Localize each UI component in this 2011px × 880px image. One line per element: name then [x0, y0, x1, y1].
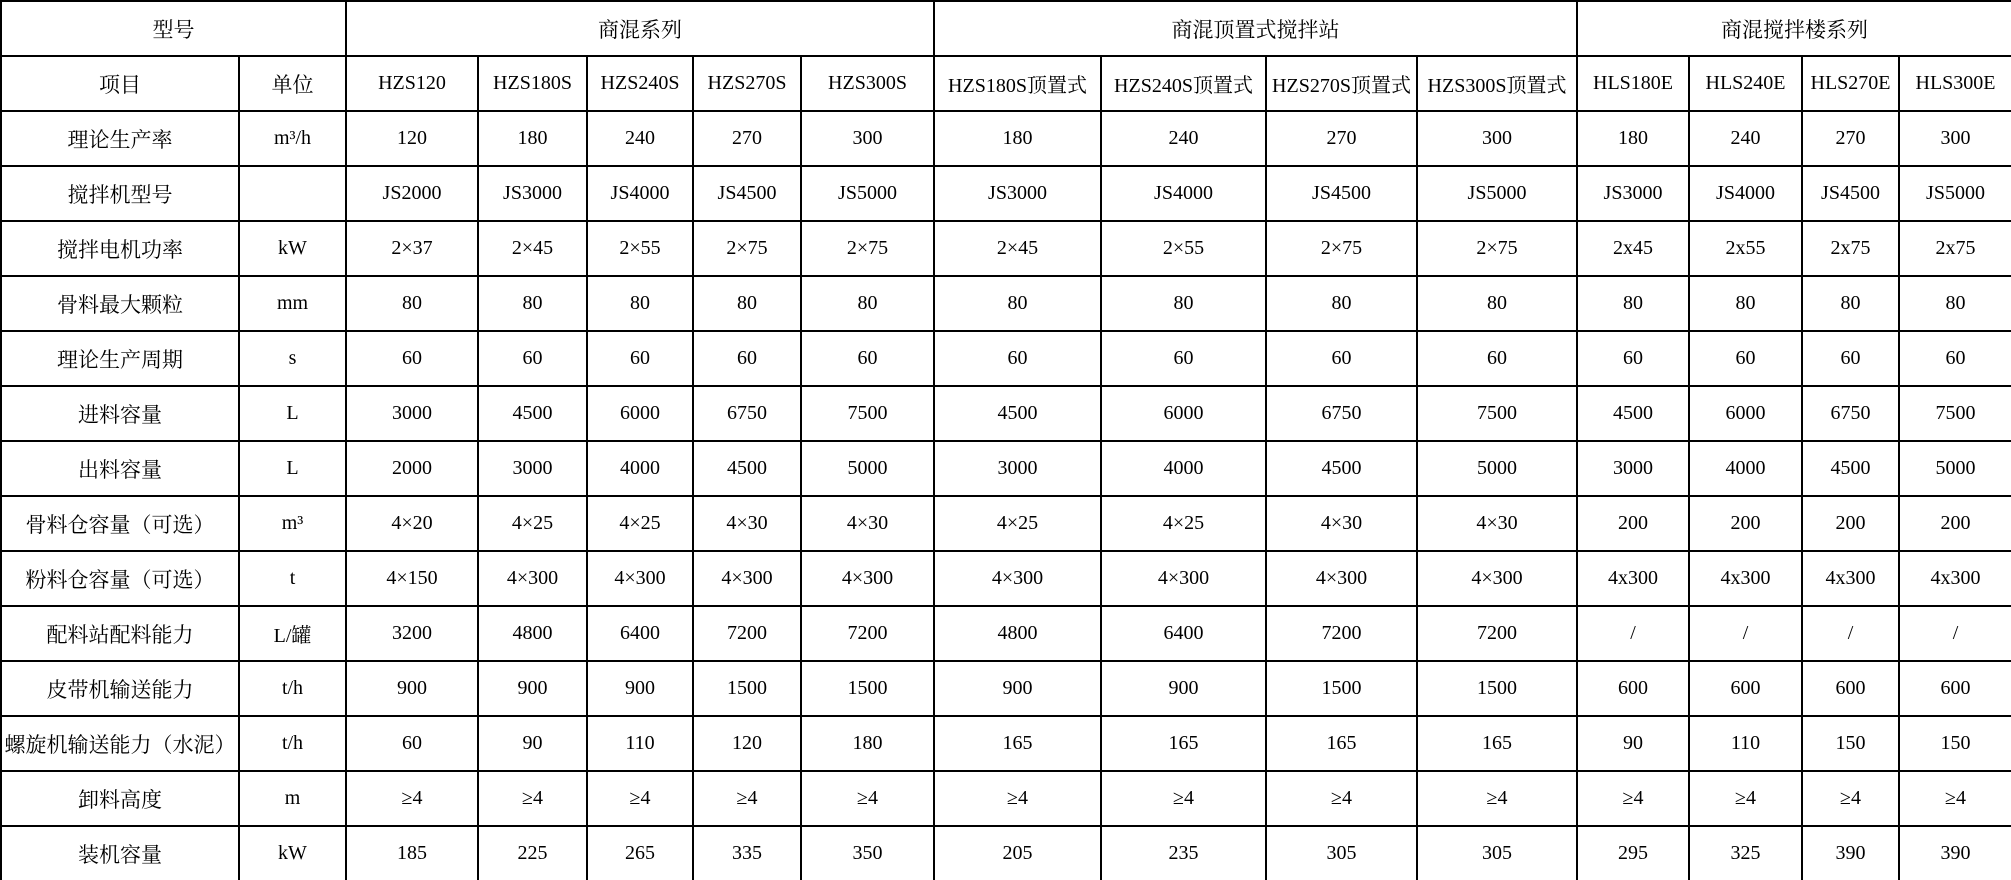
table-row — [1, 331, 2011, 386]
value-cell: 600 — [1802, 661, 1899, 716]
group-top-mounted-station: 商混顶置式搅拌站 — [934, 1, 1577, 56]
value-cell: 4×30 — [1417, 496, 1577, 551]
value-cell: 2×45 — [934, 221, 1101, 276]
value-cell: 4×25 — [587, 496, 693, 551]
row-unit-cell: m — [239, 771, 346, 826]
value-cell: 150 — [1802, 716, 1899, 771]
value-cell: 390 — [1802, 826, 1899, 880]
value-cell: 200 — [1899, 496, 2011, 551]
value-cell: JS4500 — [693, 166, 801, 221]
value-cell: 4500 — [1266, 441, 1417, 496]
value-cell: 4000 — [587, 441, 693, 496]
value-cell: 4×25 — [1101, 496, 1266, 551]
value-cell: JS3000 — [934, 166, 1101, 221]
row-item-label: 理论生产率 — [1, 111, 239, 166]
value-cell: 6400 — [587, 606, 693, 661]
model-header-cell: HZS270S — [693, 56, 801, 111]
value-cell: ≥4 — [1266, 771, 1417, 826]
value-cell: 80 — [346, 276, 478, 331]
row-item-label: 理论生产周期 — [1, 331, 239, 386]
group-mixing-tower-series: 商混搅拌楼系列 — [1577, 1, 2011, 56]
value-cell: 6000 — [587, 386, 693, 441]
value-cell: 2x75 — [1899, 221, 2011, 276]
value-cell: 200 — [1802, 496, 1899, 551]
value-cell: JS4500 — [1266, 166, 1417, 221]
row-item-label: 配料站配料能力 — [1, 606, 239, 661]
value-cell: 4×300 — [801, 551, 934, 606]
model-header-cell: HLS270E — [1802, 56, 1899, 111]
value-cell: 300 — [801, 111, 934, 166]
value-cell: JS4500 — [1802, 166, 1899, 221]
value-cell: 4×25 — [478, 496, 587, 551]
value-cell: 7500 — [801, 386, 934, 441]
value-cell: 165 — [1266, 716, 1417, 771]
value-cell: 60 — [693, 331, 801, 386]
value-cell: 600 — [1899, 661, 2011, 716]
value-cell: 60 — [1101, 331, 1266, 386]
value-cell: 6750 — [1266, 386, 1417, 441]
value-cell: 305 — [1266, 826, 1417, 880]
value-cell: 165 — [1101, 716, 1266, 771]
value-cell: 900 — [1101, 661, 1266, 716]
row-item-label: 搅拌机型号 — [1, 166, 239, 221]
value-cell: JS4000 — [587, 166, 693, 221]
value-cell: 120 — [693, 716, 801, 771]
value-cell: 7200 — [1417, 606, 1577, 661]
value-cell: 2×37 — [346, 221, 478, 276]
value-cell: 3000 — [346, 386, 478, 441]
model-header-cell: HLS300E — [1899, 56, 2011, 111]
value-cell: 3200 — [346, 606, 478, 661]
value-cell: JS5000 — [1417, 166, 1577, 221]
value-cell: 900 — [478, 661, 587, 716]
value-cell: 300 — [1417, 111, 1577, 166]
value-cell: 3000 — [478, 441, 587, 496]
row-item-label: 骨料最大颗粒 — [1, 276, 239, 331]
value-cell: 600 — [1689, 661, 1802, 716]
value-cell: ≥4 — [1802, 771, 1899, 826]
value-cell: 600 — [1577, 661, 1689, 716]
value-cell: 295 — [1577, 826, 1689, 880]
value-cell: JS5000 — [1899, 166, 2011, 221]
value-cell: JS5000 — [801, 166, 934, 221]
value-cell: 350 — [801, 826, 934, 880]
value-cell: 80 — [1266, 276, 1417, 331]
value-cell: 4x300 — [1899, 551, 2011, 606]
value-cell: 4x300 — [1577, 551, 1689, 606]
value-cell: 60 — [1577, 331, 1689, 386]
value-cell: 3000 — [934, 441, 1101, 496]
value-cell: 240 — [587, 111, 693, 166]
value-cell: 4×30 — [801, 496, 934, 551]
value-cell: 60 — [1899, 331, 2011, 386]
value-cell: 900 — [934, 661, 1101, 716]
value-cell: 2×75 — [1417, 221, 1577, 276]
value-cell: 4x300 — [1689, 551, 1802, 606]
value-cell: 120 — [346, 111, 478, 166]
model-header-cell: HZS180S — [478, 56, 587, 111]
unit-column-label: 单位 — [239, 56, 346, 111]
value-cell: 200 — [1689, 496, 1802, 551]
value-cell: ≥4 — [1417, 771, 1577, 826]
value-cell: 4×20 — [346, 496, 478, 551]
value-cell: 4800 — [934, 606, 1101, 661]
value-cell: 60 — [1266, 331, 1417, 386]
value-cell: 4×30 — [1266, 496, 1417, 551]
row-item-label: 骨料仓容量（可选） — [1, 496, 239, 551]
table-row — [1, 441, 2011, 496]
row-item-label: 螺旋机输送能力（水泥） — [1, 716, 239, 771]
value-cell: 4×300 — [1101, 551, 1266, 606]
value-cell: 4500 — [478, 386, 587, 441]
value-cell: 80 — [1899, 276, 2011, 331]
value-cell: 2×75 — [801, 221, 934, 276]
value-cell: ≥4 — [587, 771, 693, 826]
value-cell: 5000 — [1417, 441, 1577, 496]
value-cell: 80 — [478, 276, 587, 331]
model-header-cell: HZS240S — [587, 56, 693, 111]
value-cell: 150 — [1899, 716, 2011, 771]
table-row — [1, 386, 2011, 441]
value-cell: 180 — [934, 111, 1101, 166]
value-cell: ≥4 — [934, 771, 1101, 826]
value-cell: JS3000 — [1577, 166, 1689, 221]
value-cell: 4500 — [693, 441, 801, 496]
row-unit-cell: m³/h — [239, 111, 346, 166]
value-cell: 185 — [346, 826, 478, 880]
value-cell: 4×150 — [346, 551, 478, 606]
value-cell: 240 — [1689, 111, 1802, 166]
value-cell: 180 — [801, 716, 934, 771]
value-cell: ≥4 — [1577, 771, 1689, 826]
value-cell: 110 — [587, 716, 693, 771]
value-cell: 60 — [1802, 331, 1899, 386]
value-cell: 7500 — [1417, 386, 1577, 441]
value-cell: 6000 — [1101, 386, 1266, 441]
value-cell: 90 — [478, 716, 587, 771]
value-cell: 4×300 — [934, 551, 1101, 606]
value-cell: 240 — [1101, 111, 1266, 166]
value-cell: 60 — [934, 331, 1101, 386]
row-unit-cell: L — [239, 386, 346, 441]
value-cell: 2000 — [346, 441, 478, 496]
table-row — [1, 111, 2011, 166]
value-cell: JS4000 — [1101, 166, 1266, 221]
value-cell: / — [1689, 606, 1802, 661]
value-cell: 4000 — [1689, 441, 1802, 496]
value-cell: JS4000 — [1689, 166, 1802, 221]
table-row — [1, 661, 2011, 716]
value-cell: 2×45 — [478, 221, 587, 276]
value-cell: 5000 — [801, 441, 934, 496]
value-cell: 6400 — [1101, 606, 1266, 661]
value-cell: 165 — [934, 716, 1101, 771]
value-cell: 5000 — [1899, 441, 2011, 496]
value-cell: 7200 — [801, 606, 934, 661]
value-cell: JS3000 — [478, 166, 587, 221]
value-cell: 80 — [587, 276, 693, 331]
row-item-label: 进料容量 — [1, 386, 239, 441]
value-cell: 7500 — [1899, 386, 2011, 441]
value-cell: 80 — [1689, 276, 1802, 331]
value-cell: 7200 — [1266, 606, 1417, 661]
value-cell: 390 — [1899, 826, 2011, 880]
value-cell: 4x300 — [1802, 551, 1899, 606]
value-cell: 900 — [346, 661, 478, 716]
value-cell: 225 — [478, 826, 587, 880]
value-cell: 300 — [1899, 111, 2011, 166]
row-unit-cell: L/罐 — [239, 606, 346, 661]
model-label-cell: 型号 — [1, 1, 346, 56]
value-cell: 6000 — [1689, 386, 1802, 441]
value-cell: JS2000 — [346, 166, 478, 221]
value-cell: 80 — [1802, 276, 1899, 331]
model-header-cell: HZS240S顶置式 — [1101, 56, 1266, 111]
value-cell: 900 — [587, 661, 693, 716]
table-row — [1, 276, 2011, 331]
model-header-cell: HZS270S顶置式 — [1266, 56, 1417, 111]
value-cell: 2×55 — [587, 221, 693, 276]
value-cell: 4×300 — [1417, 551, 1577, 606]
value-cell: 3000 — [1577, 441, 1689, 496]
model-header-cell: HZS300S — [801, 56, 934, 111]
row-unit-cell: t/h — [239, 716, 346, 771]
value-cell: ≥4 — [478, 771, 587, 826]
value-cell: 4×300 — [1266, 551, 1417, 606]
row-unit-cell: m³ — [239, 496, 346, 551]
value-cell: 4500 — [1802, 441, 1899, 496]
row-unit-cell: t — [239, 551, 346, 606]
value-cell: 4500 — [934, 386, 1101, 441]
row-item-label: 出料容量 — [1, 441, 239, 496]
value-cell: ≥4 — [693, 771, 801, 826]
table-row — [1, 716, 2011, 771]
value-cell: 60 — [587, 331, 693, 386]
value-cell: 110 — [1689, 716, 1802, 771]
table-row — [1, 496, 2011, 551]
value-cell: 4800 — [478, 606, 587, 661]
item-column-label: 项目 — [1, 56, 239, 111]
value-cell: 4500 — [1577, 386, 1689, 441]
value-cell: 205 — [934, 826, 1101, 880]
value-cell: 2×75 — [1266, 221, 1417, 276]
value-cell: 335 — [693, 826, 801, 880]
row-unit-cell: kW — [239, 221, 346, 276]
table-row — [1, 771, 2011, 826]
value-cell: 180 — [478, 111, 587, 166]
value-cell: 2x75 — [1802, 221, 1899, 276]
value-cell: 200 — [1577, 496, 1689, 551]
row-item-label: 粉料仓容量（可选） — [1, 551, 239, 606]
value-cell: 60 — [801, 331, 934, 386]
value-cell: ≥4 — [801, 771, 934, 826]
row-item-label: 皮带机输送能力 — [1, 661, 239, 716]
value-cell: 90 — [1577, 716, 1689, 771]
value-cell: 265 — [587, 826, 693, 880]
value-cell: 4×300 — [478, 551, 587, 606]
value-cell: 60 — [1689, 331, 1802, 386]
series-header-row — [1, 1, 2011, 56]
value-cell: 7200 — [693, 606, 801, 661]
value-cell: 4000 — [1101, 441, 1266, 496]
value-cell: 1500 — [1266, 661, 1417, 716]
value-cell: 80 — [693, 276, 801, 331]
group-commercial-series: 商混系列 — [346, 1, 934, 56]
row-unit-cell: kW — [239, 826, 346, 880]
value-cell: 1500 — [693, 661, 801, 716]
value-cell: 60 — [346, 331, 478, 386]
row-item-label: 装机容量 — [1, 826, 239, 880]
model-header-cell: HZS300S顶置式 — [1417, 56, 1577, 111]
row-unit-cell — [239, 166, 346, 221]
value-cell: 6750 — [1802, 386, 1899, 441]
value-cell: 2x45 — [1577, 221, 1689, 276]
value-cell: 1500 — [801, 661, 934, 716]
table-row — [1, 606, 2011, 661]
value-cell: 270 — [1802, 111, 1899, 166]
value-cell: / — [1899, 606, 2011, 661]
value-cell: ≥4 — [1101, 771, 1266, 826]
value-cell: 305 — [1417, 826, 1577, 880]
value-cell: 4×25 — [934, 496, 1101, 551]
value-cell: 4×30 — [693, 496, 801, 551]
value-cell: 60 — [478, 331, 587, 386]
value-cell: 60 — [346, 716, 478, 771]
table-row — [1, 551, 2011, 606]
value-cell: 165 — [1417, 716, 1577, 771]
value-cell: / — [1802, 606, 1899, 661]
model-header-cell: HLS180E — [1577, 56, 1689, 111]
value-cell: 60 — [1417, 331, 1577, 386]
row-item-label: 卸料高度 — [1, 771, 239, 826]
value-cell: ≥4 — [1899, 771, 2011, 826]
value-cell: 4×300 — [587, 551, 693, 606]
row-unit-cell: s — [239, 331, 346, 386]
value-cell: 80 — [934, 276, 1101, 331]
row-unit-cell: mm — [239, 276, 346, 331]
model-header-cell: HZS180S顶置式 — [934, 56, 1101, 111]
table-row — [1, 826, 2011, 880]
model-header-cell: HLS240E — [1689, 56, 1802, 111]
value-cell: 1500 — [1417, 661, 1577, 716]
row-unit-cell: t/h — [239, 661, 346, 716]
value-cell: 2x55 — [1689, 221, 1802, 276]
value-cell: ≥4 — [346, 771, 478, 826]
value-cell: 80 — [801, 276, 934, 331]
value-cell: 80 — [1577, 276, 1689, 331]
value-cell: 2×55 — [1101, 221, 1266, 276]
model-header-row — [1, 56, 2011, 111]
value-cell: 180 — [1577, 111, 1689, 166]
value-cell: 270 — [1266, 111, 1417, 166]
table-row — [1, 221, 2011, 276]
row-unit-cell: L — [239, 441, 346, 496]
value-cell: 6750 — [693, 386, 801, 441]
value-cell: 270 — [693, 111, 801, 166]
model-header-cell: HZS120 — [346, 56, 478, 111]
value-cell: 2×75 — [693, 221, 801, 276]
value-cell: 80 — [1101, 276, 1266, 331]
value-cell: 80 — [1417, 276, 1577, 331]
value-cell: / — [1577, 606, 1689, 661]
value-cell: 4×300 — [693, 551, 801, 606]
row-item-label: 搅拌电机功率 — [1, 221, 239, 276]
value-cell: 325 — [1689, 826, 1802, 880]
table-row — [1, 166, 2011, 221]
value-cell: 235 — [1101, 826, 1266, 880]
value-cell: ≥4 — [1689, 771, 1802, 826]
